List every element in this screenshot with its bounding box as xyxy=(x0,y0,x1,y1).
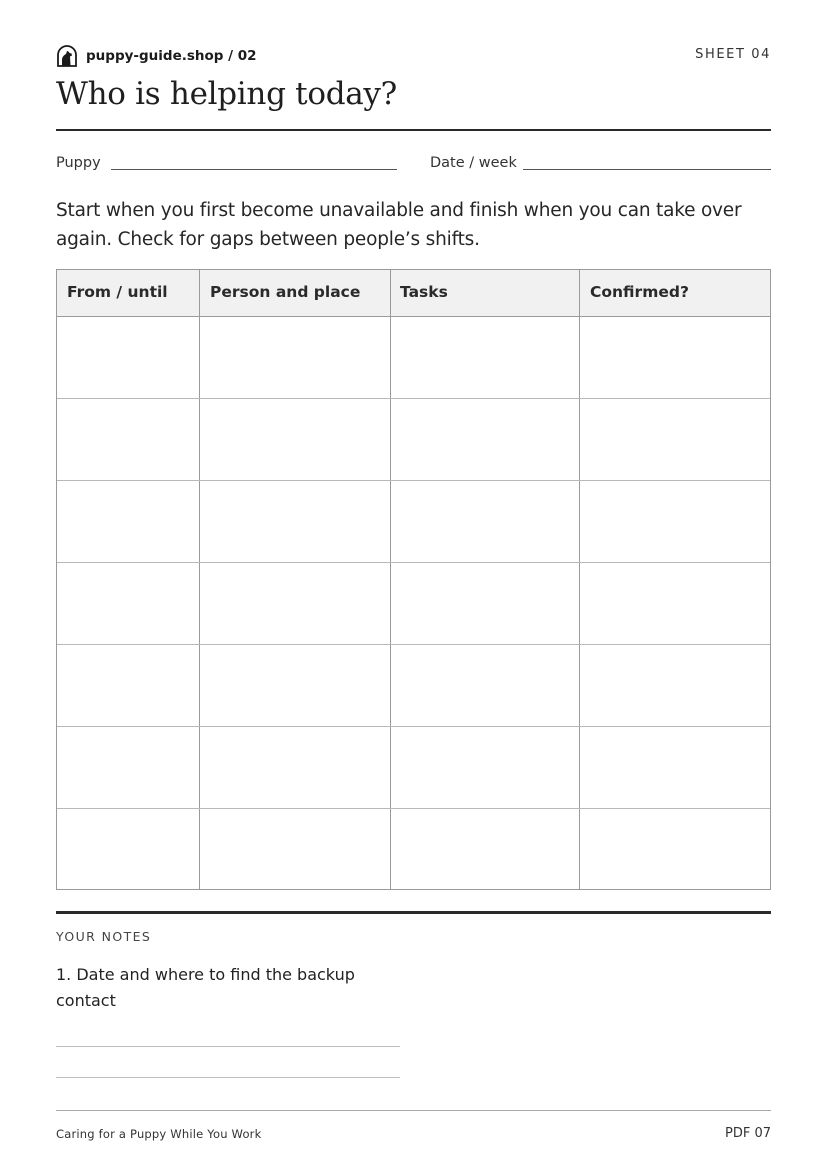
date-week-field[interactable] xyxy=(523,169,771,170)
table-cell[interactable] xyxy=(580,481,770,562)
puppy-field[interactable] xyxy=(111,169,397,170)
table-cell[interactable] xyxy=(391,481,580,562)
notes-prompt: 1. Date and where to find the backup contact xyxy=(56,965,355,1010)
instructions: Start when you first become unavailable and finish when you can take over again. Check for gaps between people’s shifts. xyxy=(56,200,742,250)
brand xyxy=(56,44,257,68)
footer-page-label: PDF 07 xyxy=(724,1126,771,1141)
column-header-from-until: From / until xyxy=(67,283,168,301)
table-cell[interactable] xyxy=(391,563,580,644)
table-cell[interactable] xyxy=(57,317,199,398)
table-cell[interactable] xyxy=(580,563,770,644)
footer-divider xyxy=(56,1110,771,1111)
table-cell[interactable] xyxy=(391,399,580,480)
table-cell[interactable] xyxy=(200,809,390,890)
column-header-confirmed: Confirmed? xyxy=(590,283,689,301)
table-cell[interactable] xyxy=(57,645,199,726)
table-cell[interactable] xyxy=(580,317,770,398)
table-cell[interactable] xyxy=(580,645,770,726)
table-cell[interactable] xyxy=(200,563,390,644)
title-divider xyxy=(56,129,771,131)
notes-write-line[interactable] xyxy=(56,1046,400,1047)
table-cell[interactable] xyxy=(200,727,390,808)
table-cell[interactable] xyxy=(391,645,580,726)
table-cell[interactable] xyxy=(580,809,770,890)
worksheet-page xyxy=(56,0,771,1170)
table-cell[interactable] xyxy=(57,399,199,480)
table-header xyxy=(57,270,770,317)
table-cell[interactable] xyxy=(200,645,390,726)
date-field-label: Date / week xyxy=(430,155,517,171)
table-cell[interactable] xyxy=(57,809,199,890)
table-cell[interactable] xyxy=(580,399,770,480)
table-cell[interactable] xyxy=(57,563,199,644)
notes-label: YOUR NOTES xyxy=(56,929,152,944)
table-cell[interactable] xyxy=(200,399,390,480)
table-cell[interactable] xyxy=(200,317,390,398)
notes-write-line[interactable] xyxy=(56,1077,400,1078)
table-cell[interactable] xyxy=(391,317,580,398)
dog-icon xyxy=(56,45,78,67)
table-cell[interactable] xyxy=(391,727,580,808)
footer-document-title: Caring for a Puppy While You Work xyxy=(56,1127,262,1141)
brand-name: puppy-guide.shop / 02 xyxy=(86,48,257,64)
table-cell[interactable] xyxy=(391,809,580,890)
table-cell[interactable] xyxy=(57,481,199,562)
table-cell[interactable] xyxy=(200,481,390,562)
puppy-field-label: Puppy xyxy=(56,155,101,171)
table-cell[interactable] xyxy=(57,727,199,808)
column-header-tasks: Tasks xyxy=(400,283,448,301)
notes-divider xyxy=(56,911,771,914)
table-cell[interactable] xyxy=(580,727,770,808)
sheet-number: SHEET 04 xyxy=(695,47,771,62)
page-title: Who is helping today? xyxy=(56,76,397,112)
helper-schedule-table xyxy=(56,269,771,890)
column-header-person-place: Person and place xyxy=(210,283,361,301)
